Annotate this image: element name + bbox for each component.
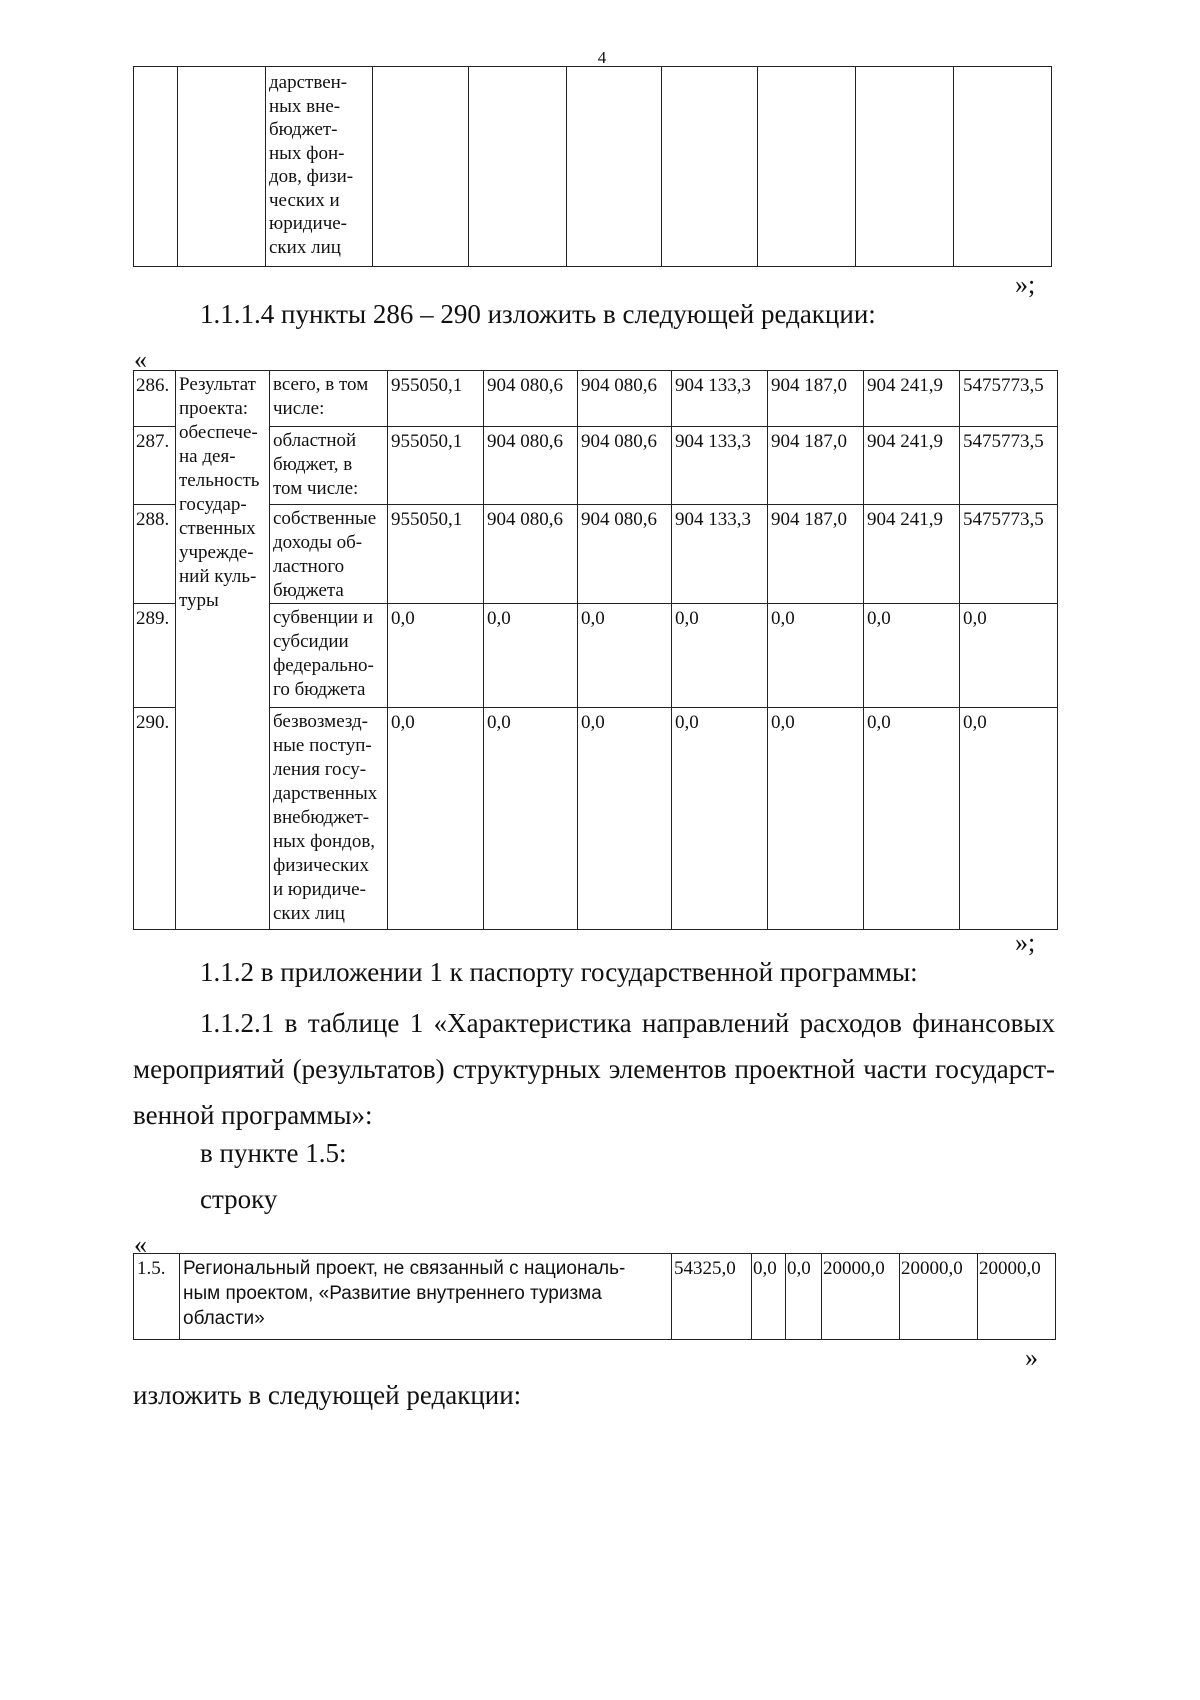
closing-quote: » [1025, 1343, 1038, 1372]
funding-source-label: собственные доходы об- ластного бюджета [270, 505, 388, 604]
value-cell: 955050,1 [388, 505, 484, 604]
value-cell: 0,0 [768, 604, 864, 708]
project-name: Региональный проект, не связанный с националь- ным проектом, «Развитие внутреннего туризма области» [180, 1254, 672, 1340]
page-number: 4 [597, 48, 607, 67]
row-number: 286. [134, 371, 176, 427]
value-cell: 0,0 [752, 1254, 786, 1340]
empty-cell [856, 67, 954, 267]
value-cell: 904 187,0 [768, 427, 864, 505]
table-row [134, 505, 1058, 604]
value-cell: 904 133,3 [672, 505, 768, 604]
value-cell: 20000,0 [822, 1254, 900, 1340]
value-cell: 904 080,6 [484, 427, 578, 505]
funding-source-label: всего, в том числе: [270, 371, 388, 427]
table-row [134, 427, 1058, 505]
funding-source-label: областной бюджет, в том числе: [270, 427, 388, 505]
opening-quote: « [134, 345, 147, 374]
top-continuation-table [133, 66, 1052, 267]
empty-cell [567, 67, 662, 267]
value-cell: 904 133,3 [672, 371, 768, 427]
value-cell: 20000,0 [900, 1254, 978, 1340]
amendment-1-1-2-1: 1.1.2.1 в таблице 1 «Характеристика направлений расходов финансовых мероприятий (результатов) структурных элементов проектной части государст-венной программы»: [133, 1008, 1055, 1130]
amendment-1-1-2: 1.1.2 в приложении 1 к паспорту государственной программы: [200, 957, 918, 987]
value-cell: 0,0 [578, 708, 672, 930]
value-cell: 904 080,6 [578, 371, 672, 427]
value-cell: 54325,0 [672, 1254, 752, 1340]
value-cell: 0,0 [768, 708, 864, 930]
empty-cell [758, 67, 856, 267]
value-cell: 0,0 [388, 708, 484, 930]
value-cell: 955050,1 [388, 427, 484, 505]
final-instruction: изложить в следующей редакции: [133, 1380, 522, 1410]
value-cell: 0,0 [864, 604, 960, 708]
value-cell: 0,0 [864, 708, 960, 930]
value-cell: 5475773,5 [960, 371, 1058, 427]
in-point-label: в пункте 1.5: [200, 1138, 347, 1168]
value-cell: 0,0 [960, 604, 1058, 708]
value-cell: 0,0 [484, 604, 578, 708]
row-number: 290. [134, 708, 176, 930]
empty-cell [662, 67, 758, 267]
row-number: 289. [134, 604, 176, 708]
row-word: строку [200, 1184, 278, 1214]
value-cell: 0,0 [960, 708, 1058, 930]
row-1-5-table [133, 1253, 1056, 1340]
value-cell: 5475773,5 [960, 505, 1058, 604]
items-286-290-table [133, 370, 1058, 930]
funding-source-label: безвозмезд- ные поступ- ления госу- дарственных внебюджет- ных фондов, физических и юридиче- ских лиц [270, 708, 388, 930]
value-cell: 0,0 [672, 708, 768, 930]
value-cell: 0,0 [388, 604, 484, 708]
value-cell: 0,0 [672, 604, 768, 708]
table-row [134, 604, 1058, 708]
closing-quote: »; [1015, 270, 1036, 299]
value-cell: 5475773,5 [960, 427, 1058, 505]
row-number: 288. [134, 505, 176, 604]
table-row [134, 708, 1058, 930]
value-cell: 904 241,9 [864, 371, 960, 427]
continuation-text: дарствен- ных вне- бюджет- ных фон- дов, физи- ческих и юридиче- ских лиц [266, 67, 373, 267]
amendment-1-1-1-4: 1.1.1.4 пункты 286 – 290 изложить в следующей редакции: [200, 299, 876, 329]
empty-cell [134, 67, 178, 267]
value-cell: 904 241,9 [864, 427, 960, 505]
value-cell: 904 133,3 [672, 427, 768, 505]
value-cell: 904 080,6 [484, 371, 578, 427]
empty-cell [373, 67, 469, 267]
result-description: Результат проекта: обеспече- на дея- тельность государ- ственных учрежде- ний куль- туры [176, 371, 270, 930]
value-cell: 904 187,0 [768, 371, 864, 427]
value-cell: 904 241,9 [864, 505, 960, 604]
row-number: 287. [134, 427, 176, 505]
closing-quote: »; [1015, 928, 1036, 957]
value-cell: 904 187,0 [768, 505, 864, 604]
empty-cell [954, 67, 1052, 267]
funding-source-label: субвенции и субсидии федерально- го бюджета [270, 604, 388, 708]
value-cell: 0,0 [578, 604, 672, 708]
row-number: 1.5. [134, 1254, 180, 1340]
table-row [134, 371, 1058, 427]
value-cell: 20000,0 [978, 1254, 1056, 1340]
value-cell: 904 080,6 [578, 505, 672, 604]
value-cell: 0,0 [786, 1254, 822, 1340]
value-cell: 955050,1 [388, 371, 484, 427]
opening-quote: « [134, 1230, 147, 1259]
empty-cell [469, 67, 567, 267]
value-cell: 904 080,6 [484, 505, 578, 604]
value-cell: 0,0 [484, 708, 578, 930]
value-cell: 904 080,6 [578, 427, 672, 505]
empty-cell [178, 67, 266, 267]
